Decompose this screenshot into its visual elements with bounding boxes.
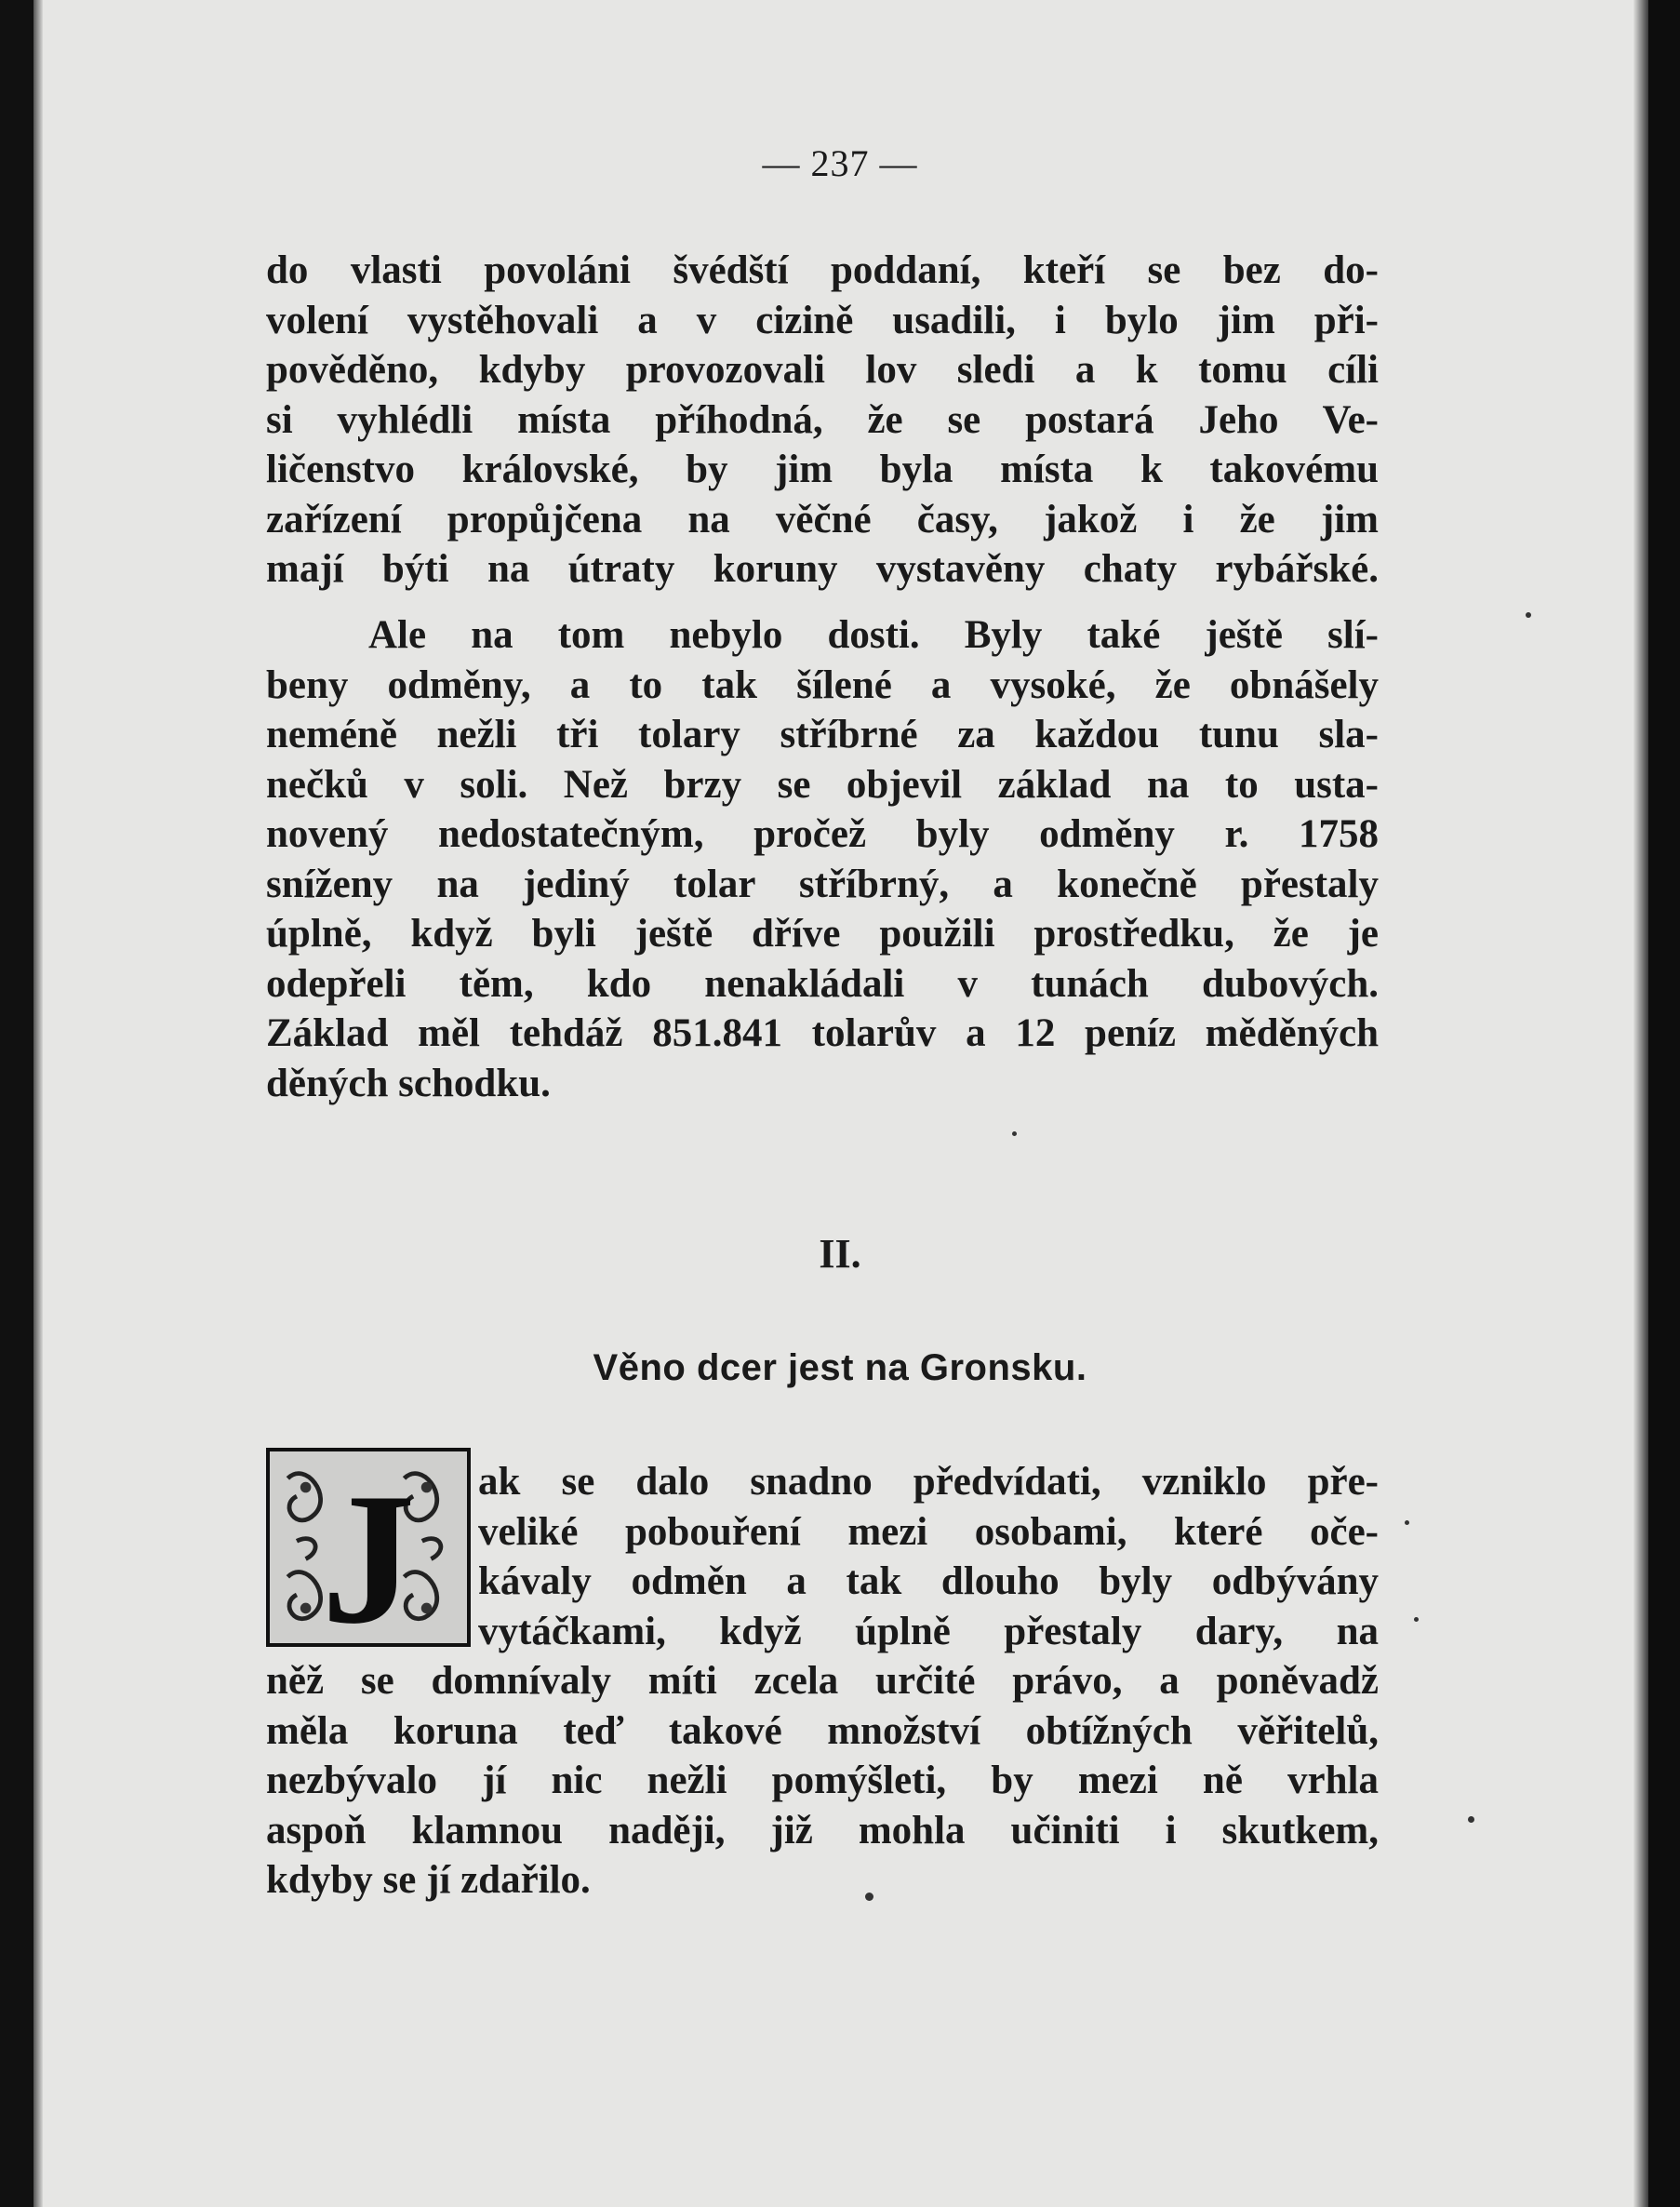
text-line: novený nedostatečným, pročež byly odměny r. 1758 bbox=[266, 812, 1379, 856]
paragraph-1 bbox=[266, 246, 1379, 595]
text-line: volení vystěhovali a v cizině usadili, i bylo jim při- bbox=[266, 298, 1379, 342]
section-title: Věno dcer jest na Gronsku. bbox=[593, 1347, 1087, 1388]
print-speck bbox=[1012, 1131, 1017, 1136]
text-line: Základ měl tehdáž 851.841 tolarův a 12 peníz měděných bbox=[266, 1011, 1379, 1055]
print-speck bbox=[1468, 1816, 1474, 1823]
text-line: pověděno, kdyby provozovali lov sledi a k tomu cíli bbox=[266, 348, 1379, 392]
text-line: mají býti na útraty koruny vystavěny chaty rybářské. bbox=[266, 547, 1379, 591]
text-line: něž se domnívaly míti zcela určité právo, a poněvadž bbox=[266, 1659, 1379, 1703]
paragraph-3 bbox=[266, 1457, 1379, 1906]
paragraph-2 bbox=[266, 610, 1379, 1108]
text-line: vytáčkami, když úplně přestaly dary, na bbox=[478, 1609, 1379, 1653]
text-line: Ale na tom nebylo dosti. Byly také ještě slí- bbox=[368, 613, 1379, 657]
text-line: sníženy na jediný tolar stříbrný, a konečně přestaly bbox=[266, 862, 1379, 906]
print-speck bbox=[1414, 1617, 1419, 1622]
text-line: si vyhlédli místa příhodná, že se postará Jeho Ve- bbox=[266, 397, 1379, 442]
print-speck bbox=[1405, 1520, 1409, 1525]
text-line: děných schodku. bbox=[266, 1061, 551, 1105]
right-edge-shadow bbox=[1633, 0, 1648, 2207]
text-line: ličenstvo královské, by jim byla místa k takovému bbox=[266, 448, 1379, 491]
text-line: veliké pobouření mezi osobami, které oče- bbox=[478, 1509, 1379, 1554]
page-number: — 237 — bbox=[762, 142, 918, 184]
text-line: ak se dalo snadno předvídati, vzniklo pře- bbox=[478, 1460, 1379, 1504]
dropcap-letter: J bbox=[321, 1453, 416, 1643]
text-line: do vlasti povoláni švédští poddaní, kteří se bez do- bbox=[266, 248, 1379, 292]
left-page-edge bbox=[0, 0, 33, 2207]
text-line: neméně nežli tři tolary stříbrné za každou tunu sla- bbox=[266, 713, 1379, 756]
text-line: kdyby se jí zdařilo. bbox=[266, 1858, 591, 1902]
text-line: odepřeli těm, kdo nenakládali v tunách dubových. bbox=[266, 961, 1379, 1006]
text-line: úplně, když byli ještě dříve použili prostředku, že je bbox=[266, 912, 1379, 956]
left-edge-shadow bbox=[33, 0, 43, 2207]
text-line: beny odměny, a to tak šílené a vysoké, že obnášely bbox=[266, 662, 1379, 707]
print-speck bbox=[865, 1893, 873, 1901]
text-line: nezbývalo jí nic nežli pomýšleti, by mezi ně vrhla bbox=[266, 1759, 1379, 1802]
text-line: aspoň klamnou naději, již mohla učiniti i skutkem, bbox=[266, 1808, 1379, 1853]
text-line: zařízení propůjčena na věčné časy, jakož i že jim bbox=[266, 497, 1379, 542]
text-line: měla koruna teď takové množství obtížných věřitelů, bbox=[266, 1708, 1379, 1753]
section-numeral: II. bbox=[819, 1231, 861, 1277]
text-line: kávaly odměn a tak dlouho byly odbývány bbox=[478, 1559, 1379, 1603]
text-line: nečků v soli. Než brzy se objevil základ na to usta- bbox=[266, 762, 1379, 807]
right-page-edge bbox=[1648, 0, 1680, 2207]
print-speck bbox=[1526, 612, 1531, 618]
